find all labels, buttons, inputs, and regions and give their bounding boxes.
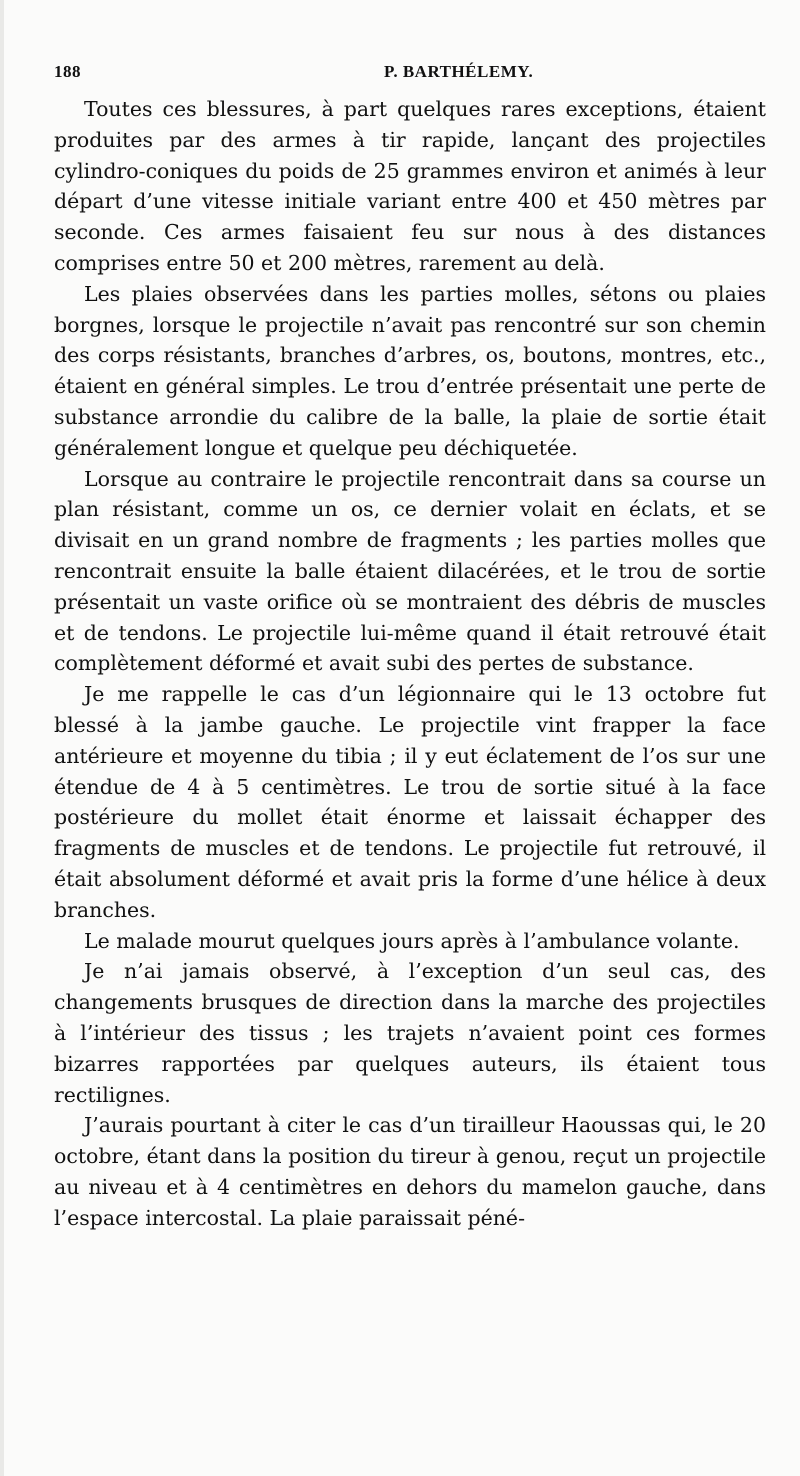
page-number: 188 <box>54 62 81 81</box>
paragraph: Le malade mourut quelques jours après à l’ambulance volante. <box>84 928 740 953</box>
paragraph: Lorsque au contraire le projectile rencontrait dans sa course un plan résistant, comme un os, ce dernier volait en éclats, et se divisait en un grand nombre de fragments ; les parties molles que rencontrait ensuite la balle étaient dilacérées, et le trou de sortie présentait un vaste orifice où se montraient des débris de muscles et de tendons. Le projectile lui-même quand il était retrouvé était complètement déformé et avait subi des pertes de substance. <box>54 466 766 676</box>
paragraph: Je me rappelle le cas d’un légionnaire qui le 13 octobre fut blessé à la jambe gauche. Le projectile vint frapper la face antérieure et moyenne du tibia ; il y eut éclatement de l’os sur une étendue de 4 à 5 centimètres. Le trou de sortie situé à la face postérieure du mollet était énorme et laissait échapper des fragments de muscles et de tendons. Le projectile fut retrouvé, il était absolument déformé et avait pris la forme d’une hélice à deux branches. <box>54 682 766 922</box>
page-edge-shadow <box>0 0 4 1476</box>
running-head: P. BARTHÉLEMY. <box>384 62 534 81</box>
paragraph: J’aurais pourtant à citer le cas d’un tirailleur Haoussas qui, le 20 octobre, étant dans la position du tireur à genou, reçut un projectile au niveau et à 4 centimètres en dehors du mamelon gauche, dans l’espace intercostal. La plaie paraissait péné- <box>54 1113 766 1230</box>
paragraph: Je n’ai jamais observé, à l’exception d’un seul cas, des changements brusques de direction dans la marche des projectiles à l’intérieur des tissus ; les trajets n’avaient point ces formes bizarres rapportées par quelques auteurs, ils étaient tous rectilignes. <box>54 959 766 1107</box>
page-header <box>54 62 766 86</box>
paragraph: Toutes ces blessures, à part quelques rares exceptions, étaient produites par des armes à tir rapide, lançant des projectiles cylindro-coniques du poids de 25 grammes environ et animés à leur départ d’une vitesse initiale variant entre 400 et 450 mètres par seconde. Ces armes faisaient feu sur nous à des distances comprises entre 50 et 200 mètres, rarement au delà. <box>54 97 766 275</box>
paragraph: Les plaies observées dans les parties molles, sétons ou plaies borgnes, lorsque le projectile n’avait pas rencontré sur son chemin des corps résistants, branches d’arbres, os, boutons, montres, etc., étaient en général simples. Le trou d’entrée présentait une perte de substance arrondie du calibre de la balle, la plaie de sortie était généralement longue et quelque peu déchiquetée. <box>54 281 766 460</box>
body-text <box>54 94 766 1233</box>
